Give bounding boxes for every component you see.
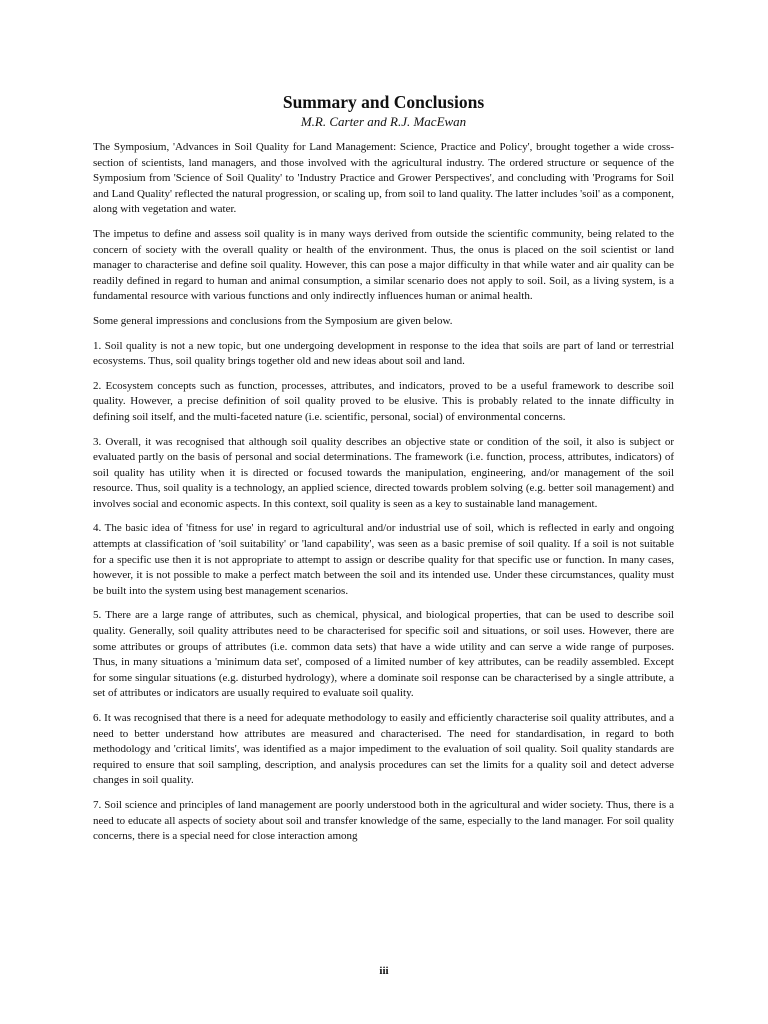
paragraph-point-5: 5. There are a large range of attributes, such as chemical, physical, and biological properties, that can be used to describe soil quality. Generally, soil quality attributes need to be characterised for specific soil and situations, or soil uses. However, there are some attributes or groups of attributes (i.e. common data sets) that have a wide utility and can serve a wide range of purposes. Thus, in many situations a 'minimum data set', composed of a limited number of key attributes, can be readily assembled. Except for some singular situations (e.g. disturbed hydrology), where a dominate soil response can be characterised by a single attribute, a set of attributes or indicators are usually required to evaluate soil quality. (93, 609, 674, 700)
paragraph-point-7: 7. Soil science and principles of land management are poorly understood both in the agricultural and wider society. Thus, there is a need to educate all aspects of society about soil and transfer knowledge of the same, especially to the land manager. For soil quality concerns, there is a special need for close interaction among (93, 798, 674, 843)
paragraph-point-6: 6. It was recognised that there is a need for adequate methodology to easily and efficiently characterise soil quality attributes, and a need to better understand how attributes are measured and characterised. The need for standardisation, in regard to both methodology and 'critical limits', was identified as a major impediment to the evaluation of soil quality. Soil quality standards are required to ensure that soil sampling, description, and analysis procedures can set the limits for a quality soil and detect adverse changes in soil quality. (93, 712, 674, 787)
page-title: Summary and Conclusions (282, 92, 485, 112)
paragraph-point-1: 1. Soil quality is not a new topic, but one undergoing development in response to the idea that soils are part of land or terrestrial ecosystems. Thus, soil quality brings together old and new ideas about soil and land. (93, 339, 674, 368)
paragraph-point-2: 2. Ecosystem concepts such as function, processes, attributes, and indicators, proved to be a useful framework to describe soil quality. However, a precise definition of soil quality proved to be elusive. This is probably related to the innate difficulty in defining soil itself, and the multi-faceted nature (i.e. scientific, personal, social) of environmental concerns. (93, 379, 674, 423)
paragraph-impressions: Some general impressions and conclusions from the Symposium are given below. (93, 314, 453, 327)
document-page (93, 91, 674, 854)
page-number: iii (379, 965, 389, 977)
authors-line: M.R. Carter and R.J. MacEwan (300, 114, 467, 129)
paragraph-impetus: The impetus to define and assess soil quality is in many ways derived from outside the scientific community, being related to the concern of society with the overall quality or health of the environment. Thus, the onus is placed on the soil scientist or land manager to characterise and define soil quality. However, this can pose a major difficulty in that while water and air quality can be readily defined in regard to human and animal consumption, a similar scenario does not apply to soil. Soil, as a living system, is a fundamental resource with various functions and only indirectly influences human or animal health. (93, 227, 674, 303)
paragraph-point-3: 3. Overall, it was recognised that although soil quality describes an objective state or condition of the soil, it also is subject or evaluated partly on the basis of personal and social determinations. The framework (i.e. function, process, attributes, indicators) of soil quality has utility when it is directed or focused towards the manipulation, engineering, and/or management of the soil resource. Thus, soil quality is a technology, an applied science, directed towards problem solving (e.g. better soil management) and involves social and economic aspects. In this context, soil quality is seen as a key to sustainable land management. (93, 435, 674, 510)
paragraph-point-4: 4. The basic idea of 'fitness for use' in regard to agricultural and/or industrial use of soil, which is reflected in early and ongoing attempts at classification of 'soil suitability' or 'land capability', was seen as a basic premise of soil quality. If a soil is not suitable for a specific use then it is not appropriate to attempt to assign or describe quality for that specific use or function. In many cases, however, it is not possible to make a perfect match between the soil and its intended use. Under these circumstances, quality must be built into the system using best management scenarios. (93, 522, 674, 597)
paragraph-intro: The Symposium, 'Advances in Soil Quality for Land Management: Science, Practice and Policy', brought together a wide cross-section of scientists, land managers, and those involved with the agricultural industry. The ordered structure or sequence of the Symposium from 'Science of Soil Quality' to 'Industry Practice and Grower Perspectives', and concluding with 'Programs for Soil and Land Quality' reflected the natural progression, or scaling up, from soil to land quality. The latter includes 'soil' as a component, along with vegetation and water. (93, 141, 674, 216)
